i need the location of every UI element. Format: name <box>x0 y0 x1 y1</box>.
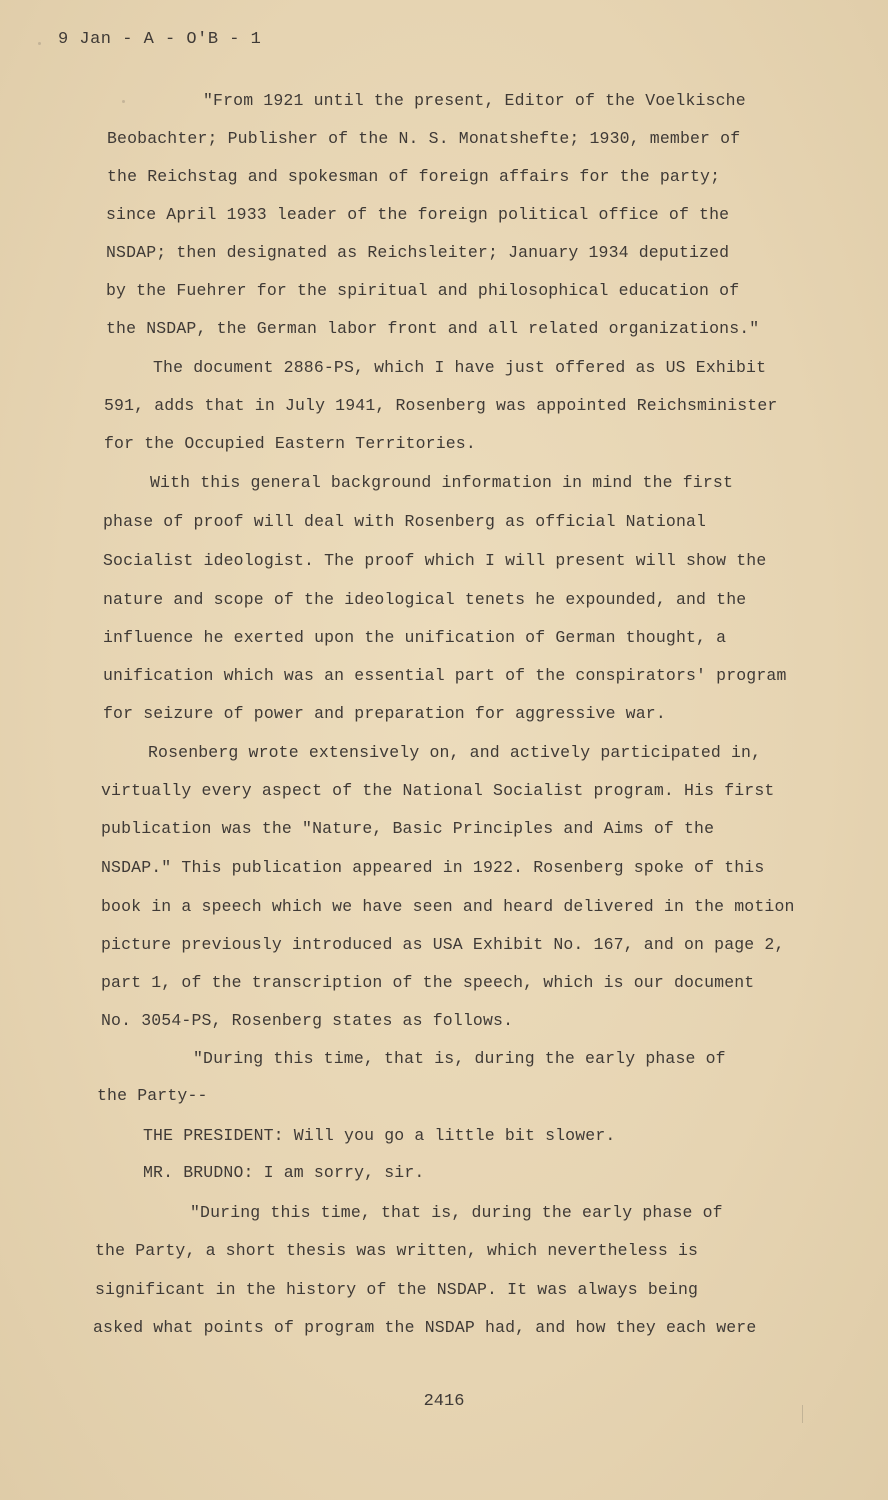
text-line: asked what points of program the NSDAP had, and how they each were <box>93 1318 757 1337</box>
text-line: THE PRESIDENT: Will you go a little bit slower. <box>143 1126 616 1145</box>
page-number: 2416 <box>423 1392 465 1411</box>
paper-speck <box>38 42 41 45</box>
text-line: "From 1921 until the present, Editor of the Voelkische <box>203 91 746 110</box>
text-line: by the Fuehrer for the spiritual and philosophical education of <box>106 281 740 300</box>
text-line: MR. BRUDNO: I am sorry, sir. <box>143 1163 425 1182</box>
text-line: Rosenberg wrote extensively on, and actively participated in, <box>148 743 762 762</box>
text-line: publication was the "Nature, Basic Principles and Aims of the <box>101 819 715 838</box>
text-line: unification which was an essential part of the conspirators' program <box>103 666 787 685</box>
text-line: the Party, a short thesis was written, which nevertheless is <box>95 1241 699 1260</box>
text-line: for seizure of power and preparation for aggressive war. <box>103 704 666 723</box>
text-line: significant in the history of the NSDAP. It was always being <box>95 1280 699 1299</box>
text-line: picture previously introduced as USA Exhibit No. 167, and on page 2, <box>101 935 785 954</box>
text-line: Socialist ideologist. The proof which I will present will show the <box>103 551 767 570</box>
text-line: for the Occupied Eastern Territories. <box>104 434 476 453</box>
text-line: The document 2886-PS, which I have just offered as US Exhibit <box>153 358 767 377</box>
text-line: With this general background information in mind the first <box>150 473 733 492</box>
text-line: virtually every aspect of the National Socialist program. His first <box>101 781 775 800</box>
text-line: the Reichstag and spokesman of foreign affairs for the party; <box>107 167 721 186</box>
text-line: NSDAP." This publication appeared in 1922. Rosenberg spoke of this <box>101 858 765 877</box>
text-line: influence he exerted upon the unification of German thought, a <box>103 628 727 647</box>
text-line: since April 1933 leader of the foreign political office of the <box>106 205 730 224</box>
text-line: "During this time, that is, during the early phase of <box>193 1049 726 1068</box>
text-line: Beobachter; Publisher of the N. S. Monatshefte; 1930, member of <box>107 129 741 148</box>
text-line: "During this time, that is, during the early phase of <box>190 1203 723 1222</box>
paper-scratch <box>802 1405 803 1423</box>
text-line: part 1, of the transcription of the speech, which is our document <box>101 973 755 992</box>
paper-speck <box>122 100 125 103</box>
text-line: the Party-- <box>97 1086 208 1105</box>
text-line: 591, adds that in July 1941, Rosenberg was appointed Reichsminister <box>104 396 778 415</box>
text-line: phase of proof will deal with Rosenberg as official National <box>103 512 707 531</box>
text-line: NSDAP; then designated as Reichsleiter; January 1934 deputized <box>106 243 730 262</box>
text-line: book in a speech which we have seen and heard delivered in the motion <box>101 897 795 916</box>
page-header: 9 Jan - A - O'B - 1 <box>58 30 262 49</box>
text-line: No. 3054-PS, Rosenberg states as follows. <box>101 1011 514 1030</box>
text-line: the NSDAP, the German labor front and all related organizations." <box>106 319 760 338</box>
text-line: nature and scope of the ideological tenets he expounded, and the <box>103 590 747 609</box>
